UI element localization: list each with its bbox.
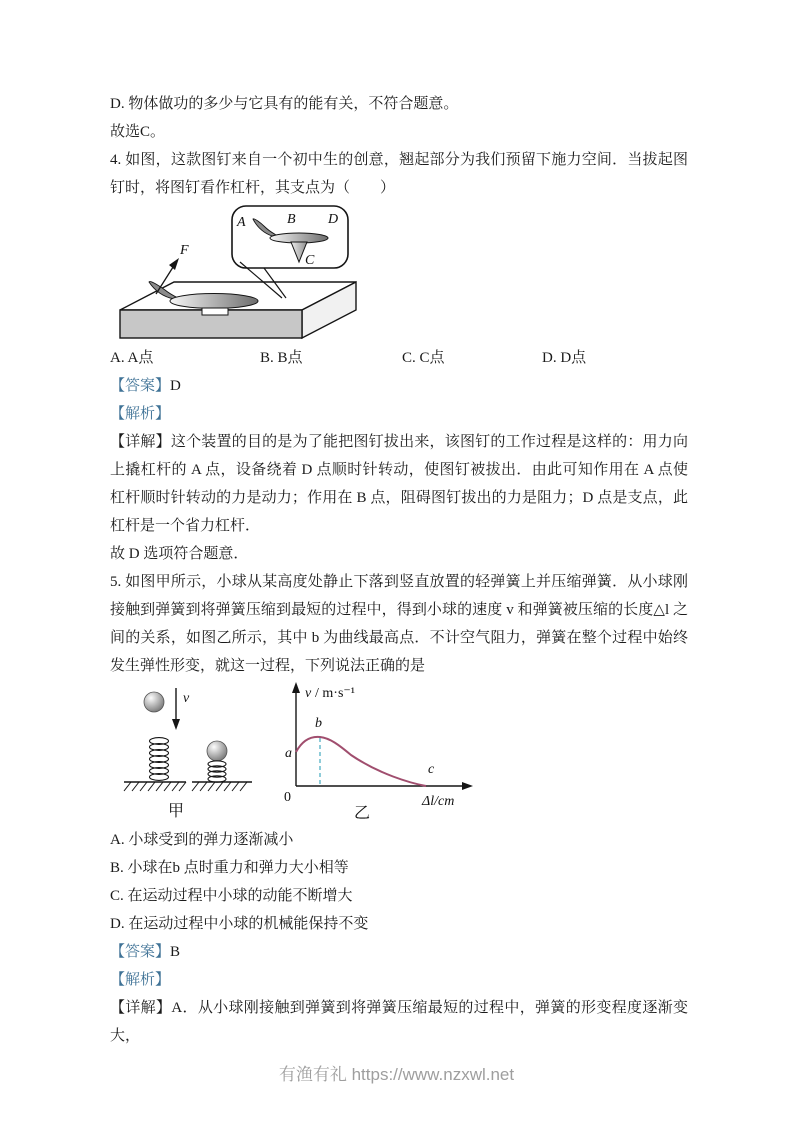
q4-option-d: D. D点 (542, 350, 587, 366)
q5-answer-value: B (170, 944, 181, 960)
falling-ball (144, 692, 164, 712)
detail-tag: 【详解】 (110, 434, 171, 450)
q4-options-row (110, 344, 688, 372)
q5-option-b: B. 小球在b 点时重力和弹力大小相等 (110, 860, 349, 876)
x-axis-arrowhead (462, 782, 473, 790)
force-label: F (180, 243, 189, 258)
ball-spring-diagram (112, 680, 282, 824)
q5-option-d: D. 在运动过程中小球的机械能保持不变 (110, 916, 369, 932)
point-c-label: C (305, 253, 315, 268)
ball-on-spring (207, 741, 227, 761)
q4-option-c: C. C点 (402, 350, 445, 366)
q5-option-c: C. 在运动过程中小球的动能不断增大 (110, 888, 353, 904)
answer-tag: 【答案】 (110, 378, 171, 394)
q4-stem: 4. 如图，这款图钉来自一个初中生的创意，翘起部分为我们预留下施力空间．当拔起图钉时，将图钉看作杠杆，其支点为（ ） (110, 152, 688, 196)
analysis-tag: 【解析】 (110, 972, 171, 988)
q5-figure (112, 680, 688, 826)
ground-left (124, 782, 186, 791)
ground-right (192, 782, 252, 791)
spring-uncompressed (150, 738, 169, 781)
q4-option-b: B. B点 (260, 350, 303, 366)
base-block (120, 282, 356, 338)
q4-option-a: A. A点 (110, 350, 154, 366)
q4-answer-line (110, 372, 688, 400)
spring-compressed (208, 761, 226, 782)
q3-option-d-line: D. 物体做功的多少与它具有的能有关，不符合题意。 (110, 96, 459, 112)
q4-detail-text: 这个装置的目的是为了能把图钉拔出来，该图钉的工作过程是这样的：用力向上撬杠杆的 A 点，设备绕着 D 点顺时针转动，使图钉被拔出．由此可知作用在 A 点使杠杆顺时针转动的力是动力；作用在 B 点，阻碍图钉拔出的力是阻力；D 点是支点，此杠杆是一个省力杠杆． (110, 434, 688, 534)
q4-detail-paragraph (110, 428, 688, 540)
y-axis-unit: / m·s⁻¹ (315, 686, 355, 701)
page-content (110, 90, 688, 1050)
velocity-arrow (172, 688, 190, 730)
point-c-label: c (428, 762, 435, 777)
q5-detail-paragraph (110, 994, 688, 1050)
origin-label: 0 (284, 790, 291, 805)
v-dl-curve (296, 737, 426, 786)
q5-answer-line (110, 938, 688, 966)
x-axis-label: Δl/cm (422, 794, 455, 809)
point-d-label: D (328, 212, 339, 227)
detail-tag: 【详解】 (110, 1000, 172, 1016)
q4-analysis-line (110, 400, 688, 428)
answer-tag: 【答案】 (110, 944, 171, 960)
thumbtack-diagram (112, 202, 362, 342)
analysis-tag: 【解析】 (110, 406, 171, 422)
y-axis-symbol: v (305, 686, 312, 701)
point-a-label: a (285, 746, 292, 761)
q4-answer-value: D (170, 378, 181, 394)
point-a-label: A (237, 215, 246, 230)
q5-stem: 5. 如图甲所示，小球从某高度处静止下落到竖直放置的轻弹簧上并压缩弹簧．从小球刚接触到弹簧到将弹簧压缩到最短的过程中，得到小球的速度 v 和弹簧被压缩的长度△l 之间的关系，如图乙所示，其中 b 为曲线最高点．不计空气阻力，弹簧在整个过程中始终发生弹性形变，就这一过程，下列说法正确的是 (110, 574, 688, 674)
q5-option-a: A. 小球受到的弹力逐渐减小 (110, 832, 294, 848)
q3-conclusion-line: 故选C。 (110, 124, 166, 140)
y-axis-arrowhead (292, 682, 300, 693)
q5-detail-text: A．从小球刚接触到弹簧到将弹簧压缩最短的过程中，弹簧的形变程度逐渐变大， (110, 1000, 688, 1044)
point-b-label: B (287, 212, 296, 227)
point-b-label: b (315, 716, 322, 731)
figure-yi-label: 乙 (354, 805, 371, 822)
q4-conclusion-line: 故 D 选项符合题意． (110, 546, 249, 562)
q5-analysis-line (110, 966, 688, 994)
footer-watermark: 有渔有礼 https://www.nzxwl.net (278, 1065, 515, 1084)
velocity-graph (282, 680, 482, 824)
figure-jia-label: 甲 (168, 803, 185, 820)
velocity-label: v (183, 691, 190, 706)
q4-thumbtack-figure (112, 202, 688, 344)
